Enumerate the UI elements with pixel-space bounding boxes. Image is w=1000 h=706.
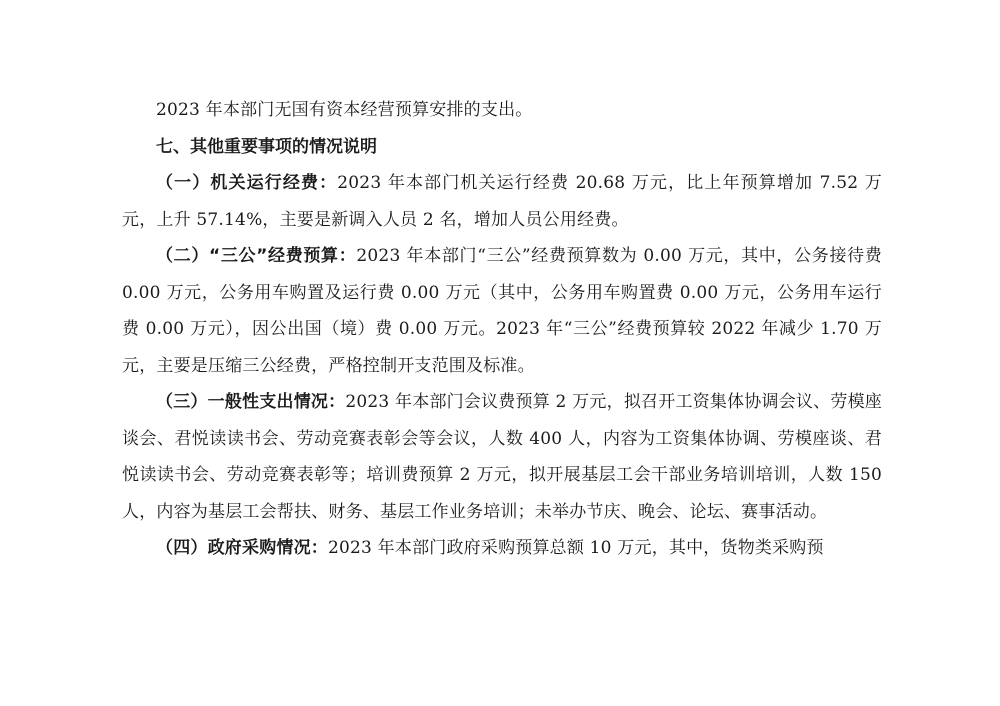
section-title: 七、其他重要事项的情况说明 <box>156 136 377 157</box>
intro-text: 2023 年本部门无国有资本经营预算安排的支出。 <box>156 100 533 120</box>
item-text-1: 2023 年本部门机关运行经费 20.68 万元，比上年预算增加 7.52 万元，上升 57.14%，主要是新调入人员 2 名，增加人员公用经费。 <box>122 173 883 230</box>
item-lead-1: （一）机关运行经费： <box>156 173 338 193</box>
item-text-2: 2023 年本部门“三公”经费预算数为 0.00 万元，其中，公务接待费 0.00 万元，公务用车购置及运行费 0.00 万元（其中，公务用车购置费 0.00 万元，公务用车运行费 0.00 万元），因公出国（境）费 0.00 万元。2023 年“三公”经费预算较 2022 年减少 1.70 万元，主要是压缩三公经费，严格控制开支范围及标准。 <box>122 246 882 376</box>
item-lead-4: （四）政府采购情况： <box>156 538 328 558</box>
document-body <box>122 92 882 567</box>
intro-paragraph <box>122 92 882 129</box>
item-text-4: 2023 年本部门政府采购预算总额 10 万元，其中，货物类采购预 <box>328 538 824 558</box>
item-paragraph-3 <box>122 384 882 530</box>
item-text-3: 2023 年本部门会议费预算 2 万元，拟召开工资集体协调会议、劳模座谈会、君悦读读书会、劳动竞赛表彰会等会议，人数 400 人，内容为工资集体协调、劳模座谈、君悦读读书会、劳动竞赛表彰等；培训费预算 2 万元，拟开展基层工会干部业务培训培训，人数 150 人，内容为基层工会帮扶、财务、基层工作业务培训；未举办节庆、晚会、论坛、赛事活动。 <box>122 392 882 522</box>
item-paragraph-4 <box>122 530 882 567</box>
item-lead-3: （三）一般性支出情况： <box>156 392 346 412</box>
section-heading <box>122 129 882 166</box>
item-lead-2: （二）“三公”经费预算： <box>156 246 357 266</box>
item-paragraph-2 <box>122 238 882 384</box>
item-paragraph-1 <box>122 165 882 238</box>
